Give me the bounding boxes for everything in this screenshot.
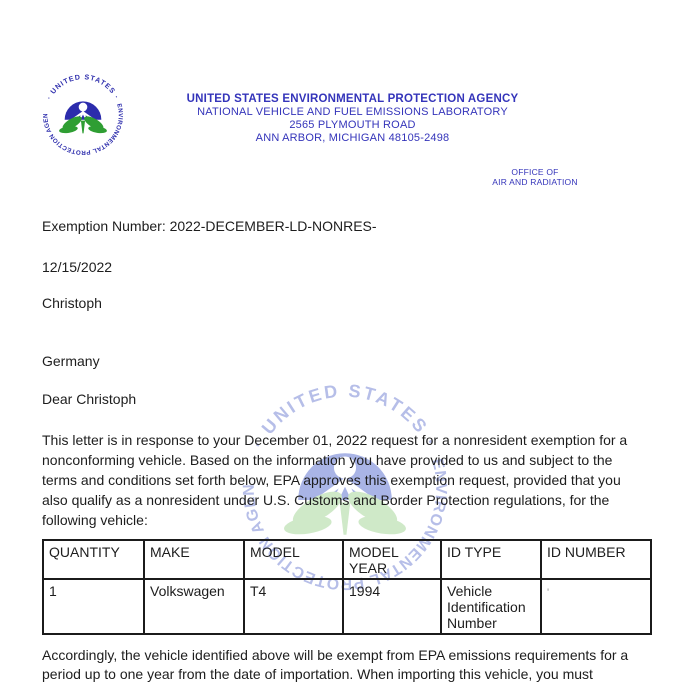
agency-name: UNITED STATES ENVIRONMENTAL PROTECTION AGENCY [186,93,519,105]
cell-make: Volkswagen [144,579,244,634]
recipient-name: Christoph [42,295,102,311]
office-block [470,167,600,187]
vehicle-table-row [43,579,651,634]
letter-date: 12/15/2022 [42,259,113,275]
agency-division: NATIONAL VEHICLE AND FUEL EMISSIONS LABORATORY [197,106,508,118]
exemption-number: Exemption Number: 2022-DECEMBER-LD-NONRES- [42,218,377,234]
col-header-model-year: MODEL YEAR [343,540,441,579]
letterhead [30,93,675,145]
id-number-mark: ' [547,587,550,599]
cell-id-type: Vehicle Identification Number [441,579,541,634]
vehicle-table [42,539,652,635]
office-line-1: OFFICE OF [511,167,559,177]
office-line-2: AIR AND RADIATION [492,177,578,187]
col-header-make: MAKE [144,540,244,579]
vehicle-table-container [42,539,652,635]
body-paragraph: This letter is in response to your December 01, 2022 request for a nonresident exemption for a nonconforming vehicle. Based on the information you have provided to us and subject to the terms and conditions set forth below, EPA approves this exemption request, provided that you also qualify as a nonresident under U.S. Customs and Border Protection regulations, for the following vehicle: [42,432,628,528]
cell-model-year: 1994 [343,579,441,634]
vehicle-table-header-row [43,540,651,579]
cell-id-number [541,579,651,634]
recipient-country: Germany [42,353,100,369]
agency-street: 2565 PLYMOUTH ROAD [289,119,416,131]
salutation: Dear Christoph [42,391,137,407]
col-header-id-number: ID NUMBER [541,540,651,579]
col-header-quantity: QUANTITY [43,540,144,579]
col-header-id-type: ID TYPE [441,540,541,579]
cell-model: T4 [244,579,343,634]
cell-quantity: 1 [43,579,144,634]
agency-city: ANN ARBOR, MICHIGAN 48105-2498 [255,132,450,144]
col-header-model: MODEL [244,540,343,579]
closing-paragraph: Accordingly, the vehicle identified above will be exempt from EPA emissions requirements for a period up to one year from the date of importation. When importing this vehicle, you must [42,647,629,682]
